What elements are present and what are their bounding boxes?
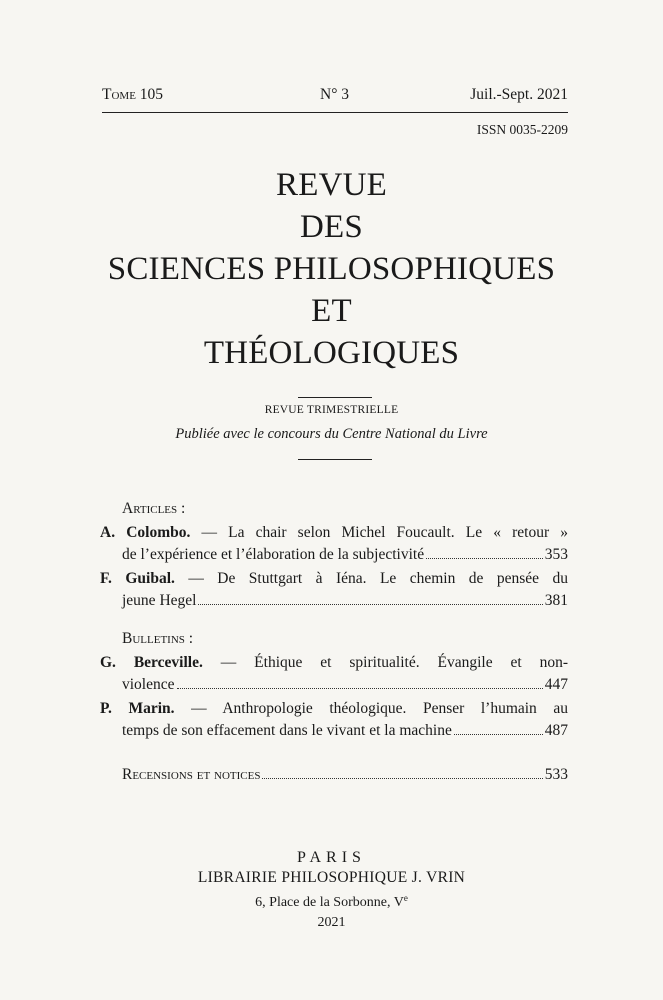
toc-entry-line [100,522,568,544]
toc-title-part: temps de son effacement dans le vivant et la machine [122,722,452,739]
toc-title-part: — Anthropologie théologique. Penser l’humain au [174,700,569,717]
title-line-2: DES [300,209,363,245]
toc-entry-line [100,590,568,612]
dot-leader [262,764,542,779]
articles-heading: Articles : [122,500,186,517]
publisher-name: LIBRAIRIE PHILOSOPHIQUE J. VRIN [197,869,466,886]
toc-author: P. Marin. [100,700,175,717]
toc-entry-line [100,652,568,674]
toc-author: G. Berceville. [100,654,203,671]
toc-entry-line [100,568,568,590]
toc-entry-line [100,674,568,696]
issue-number: N° 3 [320,86,350,103]
subtitle-divider-top [298,397,372,398]
toc-entry [100,522,568,566]
toc-entry [100,568,568,612]
dot-leader [454,720,543,735]
toc-title-part: jeune Hegel [122,592,197,609]
issue-date: Juil.-Sept. 2021 [470,86,568,103]
toc-author: A. Colombo. [100,524,191,541]
dot-leader [426,544,543,559]
address-text: 6, Place de la Sorbonne, V [255,895,404,910]
toc-entry-line [100,698,568,720]
title-line-3: SCIENCES PHILOSOPHIQUES [107,251,556,287]
publisher-city: PARIS [297,849,366,866]
toc-title-part: de l’expérience et l’élaboration de la subjectivité [122,546,425,563]
frequency-label: REVUE TRIMESTRIELLE [264,404,399,416]
toc-page-number: 487 [544,722,568,739]
title-line-1: REVUE [276,167,387,203]
recensions-label: Recensions et notices [122,766,261,783]
publisher-block [0,848,663,933]
toc-entry [100,698,568,742]
title-line-5: THÉOLOGIQUES [203,335,460,371]
publisher-address [0,888,663,913]
toc-entry [100,652,568,696]
toc-title-part: — La chair selon Michel Foucault. Le « retour » [190,524,569,541]
toc-title-part: violence [122,676,175,693]
toc-page-number: 533 [544,766,568,783]
recensions-entry [100,764,568,786]
toc-entry-line [100,720,568,742]
subtitle-divider-bottom [298,459,372,460]
issn: ISSN 0035-2209 [476,122,568,137]
publication-year: 2021 [317,915,346,930]
toc-title-part: — De Stuttgart à Iéna. Le chemin de pensée du [174,570,568,587]
toc-page-number: 353 [544,546,568,563]
dot-leader [198,590,542,605]
toc-page-number: 381 [544,592,568,609]
volume-number: Tome 105 [102,86,164,103]
toc-entry-line [100,544,568,566]
dot-leader [177,674,543,689]
bulletins-heading: Bulletins : [122,630,194,647]
toc-author: F. Guibal. [100,570,175,587]
header-divider [102,112,568,113]
toc-title-part: — Éthique et spiritualité. Évangile et non- [202,654,568,671]
title-line-4: ET [311,293,352,329]
address-superscript: e [403,893,408,903]
toc-page-number: 447 [544,676,568,693]
journal-title [0,164,663,374]
support-statement: Publiée avec le concours du Centre National du Livre [175,426,488,442]
table-of-contents [100,498,568,786]
